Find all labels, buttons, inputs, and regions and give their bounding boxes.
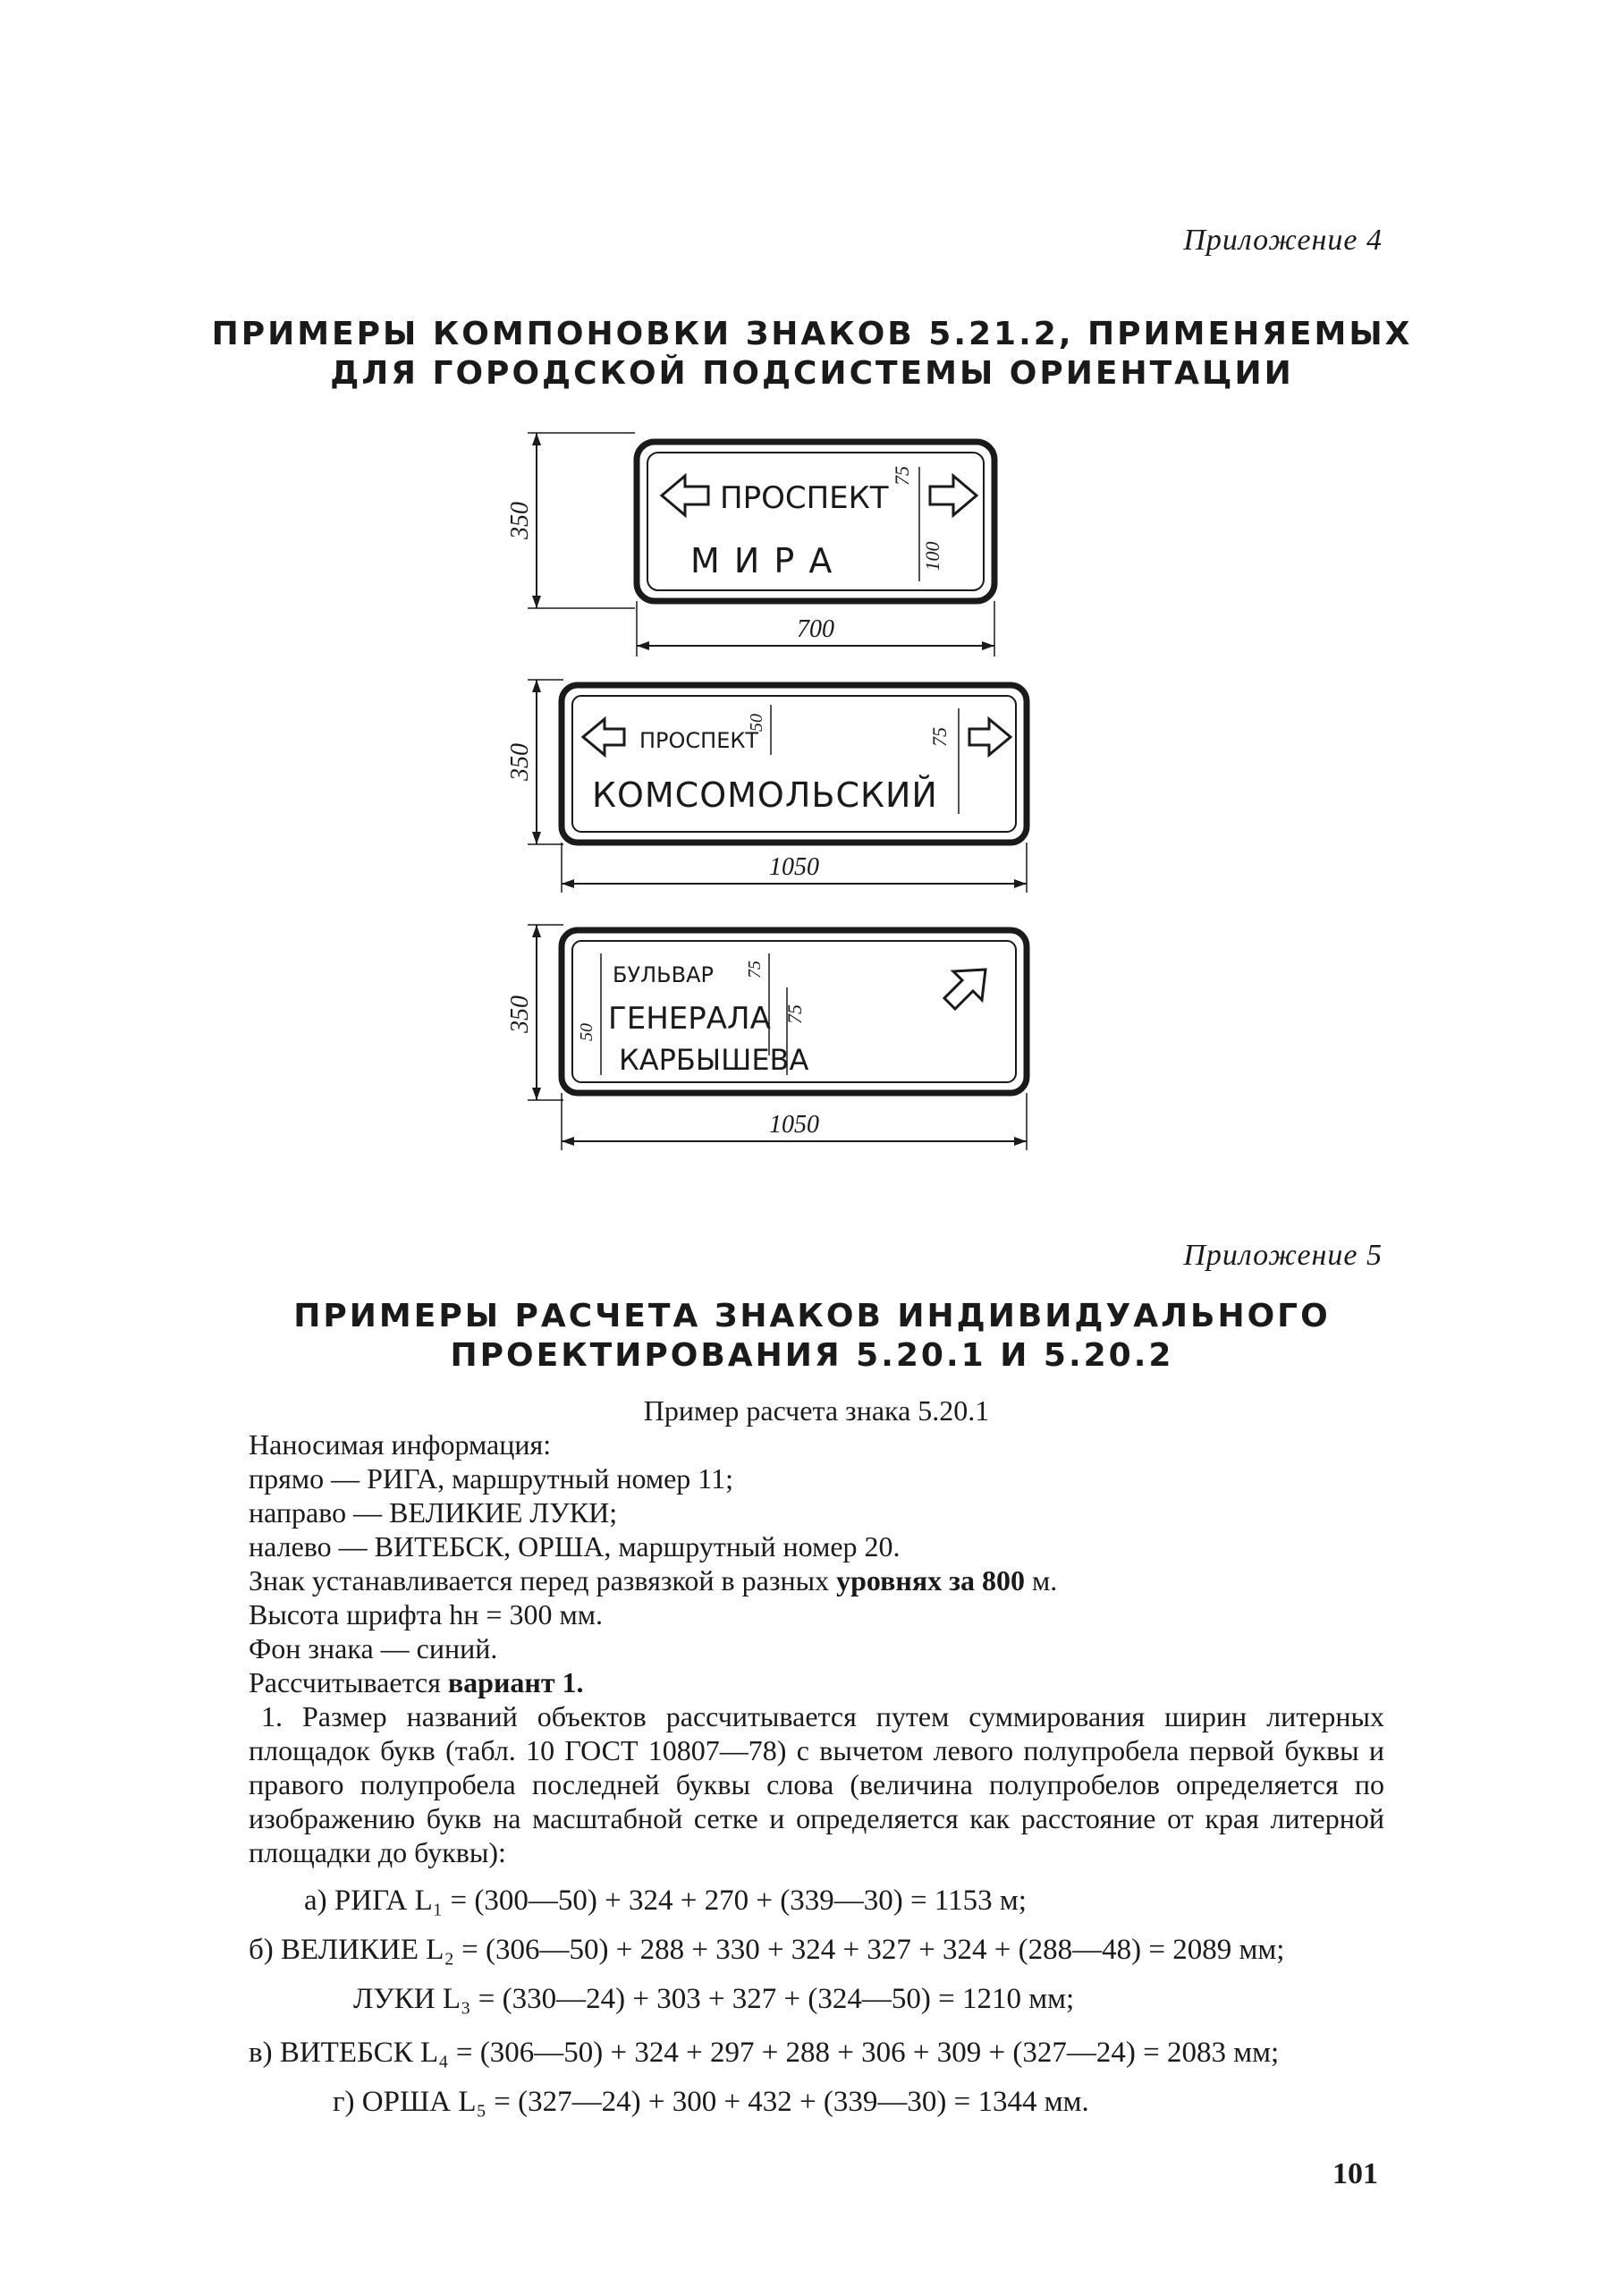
sign-2-line-2: КОМСОМОЛЬСКИЙ <box>592 775 938 815</box>
install-prefix: Знак устанавливается перед развязкой в разных <box>249 1564 837 1597</box>
variant-line <box>249 1665 1384 1699</box>
sign-1-gap-dim-1: 75 <box>891 466 913 486</box>
variant-bold: вариант 1. <box>447 1666 584 1698</box>
sign-3-gap-dim-1: 75 <box>745 961 765 978</box>
appendix-5-title <box>0 1297 1624 1376</box>
appendix-4-title-line-2: ДЛЯ ГОРОДСКОЙ ПОДСИСТЕМЫ ОРИЕНТАЦИИ <box>330 355 1294 392</box>
sign-2-line-1: ПРОСПЕКТ <box>639 728 759 753</box>
font-height-line: Высота шрифта hн = 300 мм. <box>249 1598 603 1631</box>
info-line-2: прямо — РИГА, маршрутный номер 11; <box>249 1462 733 1495</box>
formula-c: в) ВИТЕБСК L₄ = (306—50) + 324 + 297 + 288 + 306 + 309 + (327—24) = 2083 мм; <box>249 2037 1280 2069</box>
sign-2-gap-dim-1: 50 <box>747 714 766 732</box>
left-arrow-icon <box>583 719 624 755</box>
formula-b-second: ЛУКИ L₃ = (330—24) + 303 + 327 + (324—50) = 1210 мм; <box>353 1983 1075 2015</box>
formula-d: г) ОРША L₅ = (327—24) + 300 + 432 + (339—30) = 1344 мм. <box>333 2086 1089 2118</box>
appendix-5-label: Приложение 5 <box>1183 1239 1383 1272</box>
background-line: Фон знака — синий. <box>249 1632 498 1664</box>
info-line-3: направо — ВЕЛИКИЕ ЛУКИ; <box>249 1496 618 1529</box>
sign-figure-2 <box>501 673 1073 901</box>
page-number: 101 <box>1332 2157 1378 2190</box>
info-line-1: Наносимая информация: <box>249 1428 552 1461</box>
sign-1-width-dim: 700 <box>797 615 834 643</box>
sign-3-gap-dim-2: 50 <box>577 1023 596 1041</box>
sign-3-width-dim: 1050 <box>769 1111 819 1139</box>
sign-2-height-dim: 350 <box>506 743 534 781</box>
install-bold: уровнях за 800 <box>836 1564 1025 1597</box>
sign-1-gap-dim-2: 100 <box>921 541 943 572</box>
appendix-4-label: Приложение 4 <box>1183 224 1383 257</box>
sign-2-gap-dim-2: 75 <box>928 727 951 747</box>
sign-figure-3 <box>501 914 1073 1156</box>
info-line-4: налево — ВИТЕБСК, ОРША, маршрутный номер 20. <box>249 1530 901 1563</box>
appendix-5-title-line-2: ПРОЕКТИРОВАНИЯ 5.20.1 И 5.20.2 <box>450 1337 1174 1374</box>
appendix-4-title <box>0 315 1624 394</box>
example-title: Пример расчета знака 5.20.1 <box>643 1394 990 1427</box>
appendix-4-title-line-1: ПРИМЕРЫ КОМПОНОВКИ ЗНАКОВ 5.21.2, ПРИМЕНЯЕМЫХ <box>211 316 1413 352</box>
sign-3-line-1: БУЛЬВАР <box>613 962 714 987</box>
appendix-5-title-line-1: ПРИМЕРЫ РАСЧЕТА ЗНАКОВ ИНДИВИДУАЛЬНОГО <box>293 1298 1331 1334</box>
sign-1-height-dim: 350 <box>506 502 534 539</box>
sign-1-line-1: ПРОСПЕКТ <box>720 480 889 516</box>
diagonal-arrow-icon <box>944 970 985 1009</box>
variant-prefix: Рассчитывается <box>249 1666 448 1698</box>
sign-3-line-2: ГЕНЕРАЛА <box>608 1001 771 1037</box>
calculation-text <box>249 1393 1384 1869</box>
formula-b: б) ВЕЛИКИЕ L₂ = (306—50) + 288 + 330 + 324 + 327 + 324 + (288—48) = 2089 мм; <box>249 1934 1285 1966</box>
sign-2-width-dim: 1050 <box>769 853 819 881</box>
sign-1-line-2: М И Р А <box>690 541 834 580</box>
left-arrow-icon <box>662 476 708 515</box>
install-suffix: м. <box>1024 1564 1058 1597</box>
sign-3-line-3: КАРБЫШЕВА <box>619 1043 809 1077</box>
formula-a: а) РИГА L₁ = (300—50) + 324 + 270 + (339—30) = 1153 м; <box>304 1885 1027 1917</box>
right-arrow-icon <box>930 476 977 515</box>
install-line <box>249 1563 1384 1597</box>
sign-figure-1 <box>501 422 1073 664</box>
sign-3-gap-dim-3: 75 <box>783 1004 806 1024</box>
right-arrow-icon <box>969 719 1011 755</box>
explanation-paragraph: 1. Размер названий объектов рассчитывается путем суммирования ширин литерных площадок букв (табл. 10 ГОСТ 10807—78) с вычетом левого полупробела первой буквы и правого полупробела последней буквы слова (величина полупробелов определяется по изображению букв на масштабной сетке и определяется как расстояние от края литерной площадки до буквы): <box>249 1700 1384 1868</box>
sign-3-height-dim: 350 <box>506 995 534 1033</box>
